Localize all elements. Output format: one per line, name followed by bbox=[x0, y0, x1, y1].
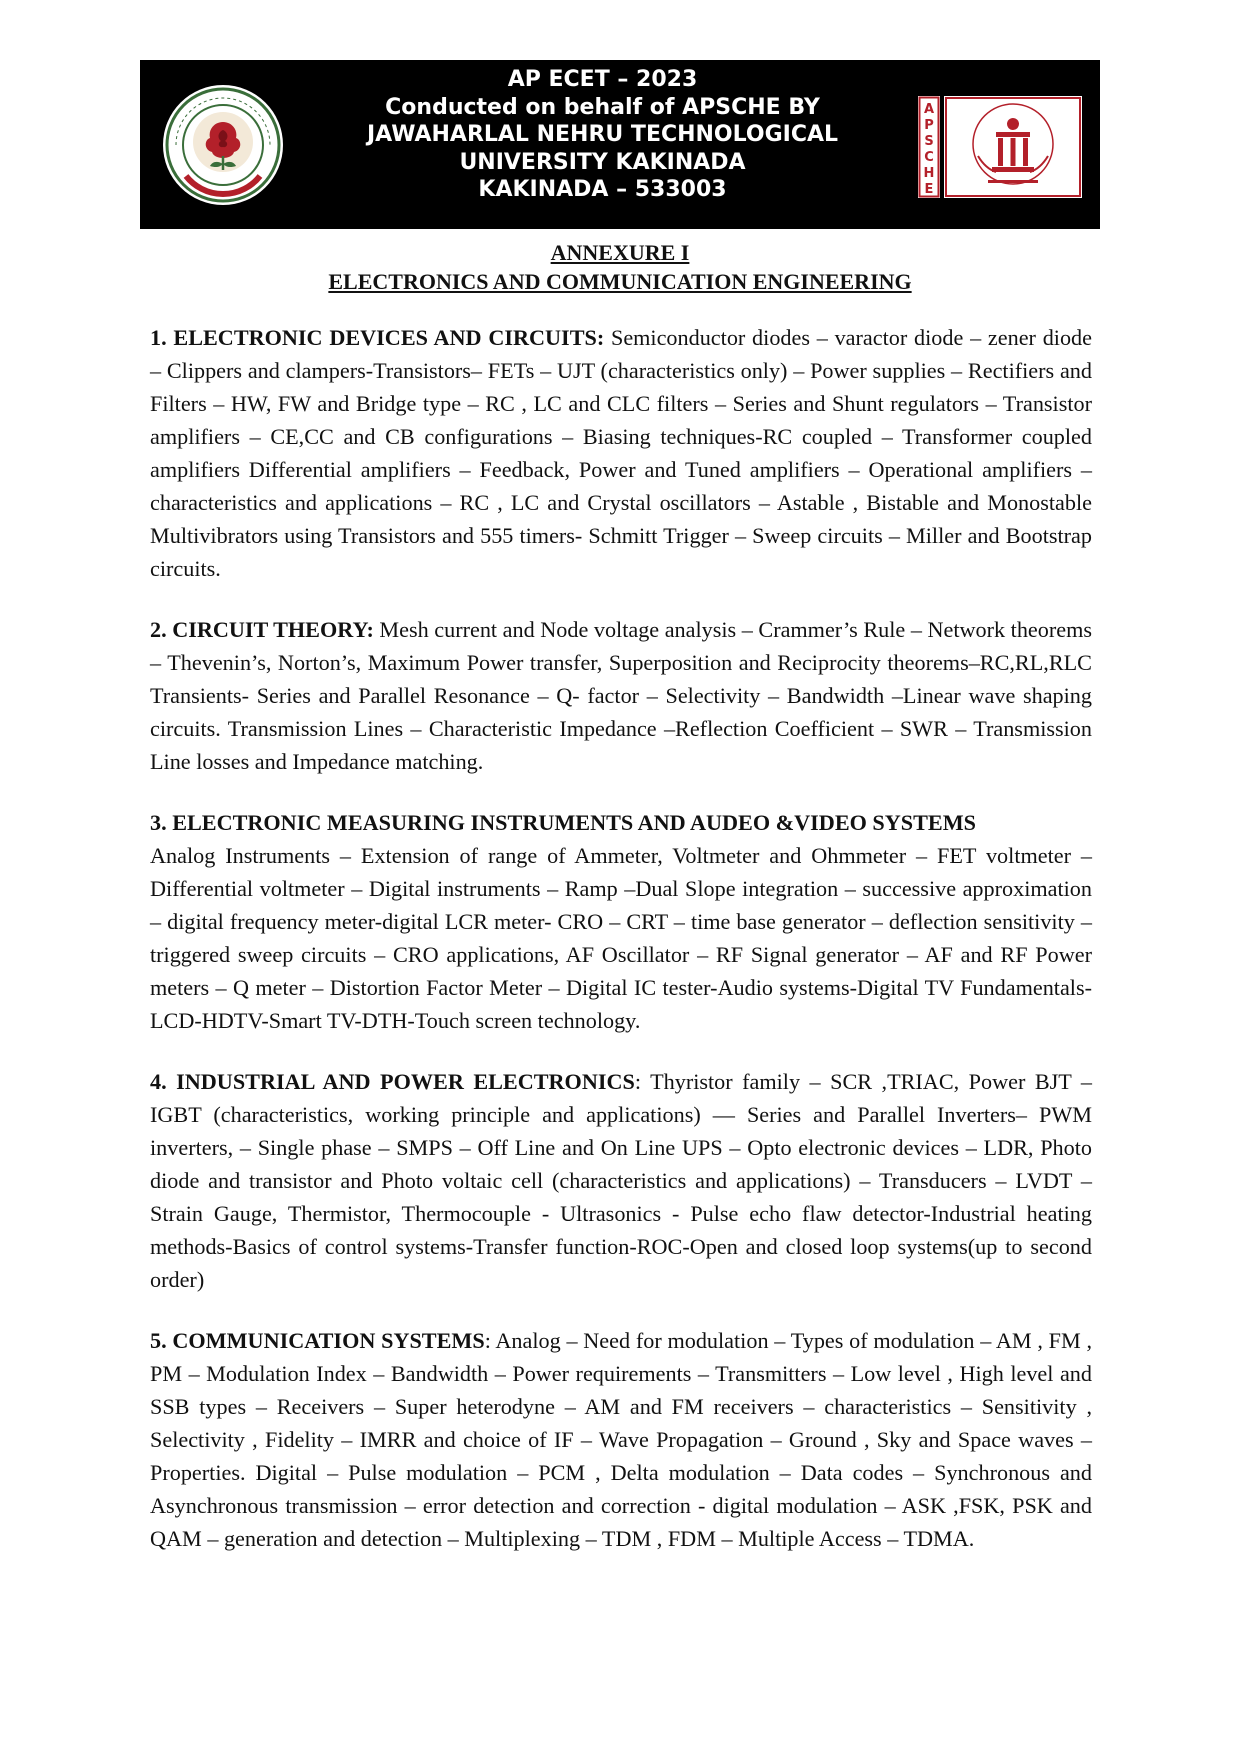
svg-text:P: P bbox=[924, 118, 934, 133]
section-industrial-power-electronics bbox=[150, 1065, 1092, 1296]
section-title: 2. CIRCUIT THEORY: bbox=[150, 617, 374, 642]
banner-line-exam: AP ECET – 2023 bbox=[507, 67, 698, 92]
jntuk-seal-icon bbox=[162, 84, 284, 206]
svg-text:H: H bbox=[923, 166, 935, 181]
section-title: 4. INDUSTRIAL AND POWER ELECTRONICS bbox=[150, 1069, 635, 1094]
section-body: : Analog – Need for modulation – Types of modulation – AM , FM , PM – Modulation Index – Bandwidth – Power requirements – Transmitters – Low level , High level and SSB types – Receivers – Super heterodyne – AM and FM receivers – characteristics – Sensitivity , Selectivity , Fidelity – IMRR and choice of IF – Wave Propagation – Ground , Sky and Space waves – Properties. Digital – Pulse modulation – PCM , Delta modulation – Data codes – Synchronous and Asynchronous transmission – error detection and correction - digital modulation – ASK ,FSK, PSK and QAM – generation and detection – Multiplexing – TDM , FDM – Multiple Access – TDMA. bbox=[150, 1328, 1092, 1551]
apsche-logo-icon bbox=[918, 96, 1082, 198]
section-body: : Thyristor family – SCR ,TRIAC, Power BJT –IGBT (characteristics, working principle and applications) — Series and Parallel Inverters– PWM inverters, – Single phase – SMPS – Off Line and On Line UPS – Opto electronic devices – LDR, Photo diode and transistor and Photo voltaic cell (characteristics and applications) – Transducers – LVDT – Strain Gauge, Thermistor, Thermocouple - Ultrasonics - Pulse echo flaw detector-Industrial heating methods-Basics of control systems-Transfer function-ROC-Open and closed loop systems(up to second order) bbox=[150, 1069, 1092, 1292]
syllabus-content bbox=[150, 321, 1092, 1583]
document-headings bbox=[140, 238, 1100, 296]
annexure-heading: ANNEXURE I bbox=[550, 240, 690, 265]
section-title: 5. COMMUNICATION SYSTEMS bbox=[150, 1328, 485, 1353]
section-electronic-devices bbox=[150, 321, 1092, 585]
section-body: Semiconductor diodes – varactor diode – zener diode – Clippers and clampers-Transistors– FETs – UJT (characteristics only) – Power supplies – Rectifiers and Filters – HW, FW and Bridge type – RC , LC and CLC filters – Series and Shunt regulators – Transistor amplifiers – CE,CC and CB configurations – Biasing techniques-RC coupled – Transformer coupled amplifiers Differential amplifiers – Feedback, Power and Tuned amplifiers – Operational amplifiers – characteristics and applications – RC , LC and Crystal oscillators – Astable , Bistable and Monostable Multivibrators using Transistors and 555 timers- Schmitt Trigger – Sweep circuits – Miller and Bootstrap circuits. bbox=[150, 325, 1092, 581]
banner-line-address: KAKINADA – 533003 bbox=[478, 177, 727, 202]
banner-title-block bbox=[290, 66, 915, 204]
svg-text:E: E bbox=[924, 182, 934, 197]
section-circuit-theory bbox=[150, 613, 1092, 778]
section-communication-systems bbox=[150, 1324, 1092, 1555]
header-banner bbox=[140, 60, 1100, 229]
svg-text:A: A bbox=[923, 102, 935, 117]
subject-heading: ELECTRONICS AND COMMUNICATION ENGINEERING bbox=[328, 269, 912, 294]
banner-line-university-2: UNIVERSITY KAKINADA bbox=[459, 149, 746, 175]
banner-line-university-1: JAWAHARLAL NEHRU TECHNOLOGICAL bbox=[366, 122, 839, 147]
section-body: Mesh current and Node voltage analysis – Crammer’s Rule – Network theorems – Thevenin’s, Norton’s, Maximum Power transfer, Superposition and Reciprocity theorems–RC,RL,RLC Transients- Series and Parallel Resonance – Q- factor – Selectivity – Bandwidth –Linear wave shaping circuits. Transmission Lines – Characteristic Impedance –Reflection Coefficient – SWR – Transmission Line losses and Impedance matching. bbox=[150, 617, 1092, 774]
svg-text:S: S bbox=[924, 134, 934, 149]
section-title: 3. ELECTRONIC MEASURING INSTRUMENTS AND AUDEO &VIDEO SYSTEMS bbox=[150, 810, 977, 835]
section-body: Analog Instruments – Extension of range of Ammeter, Voltmeter and Ohmmeter – FET voltmeter – Differential voltmeter – Digital instruments – Ramp –Dual Slope integration – successive approximation – digital frequency meter-digital LCR meter- CRO – CRT – time base generator – deflection sensitivity – triggered sweep circuits – CRO applications, AF Oscillator – RF Signal generator – AF and RF Power meters – Q meter – Distortion Factor Meter – Digital IC tester-Audio systems-Digital TV Fundamentals-LCD-HDTV-Smart TV-DTH-Touch screen technology. bbox=[150, 843, 1092, 1033]
svg-text:C: C bbox=[924, 150, 934, 165]
section-title: 1. ELECTRONIC DEVICES AND CIRCUITS: bbox=[150, 325, 605, 350]
banner-line-conducted: Conducted on behalf of APSCHE BY bbox=[385, 94, 820, 120]
section-measuring-instruments bbox=[150, 806, 1092, 1037]
